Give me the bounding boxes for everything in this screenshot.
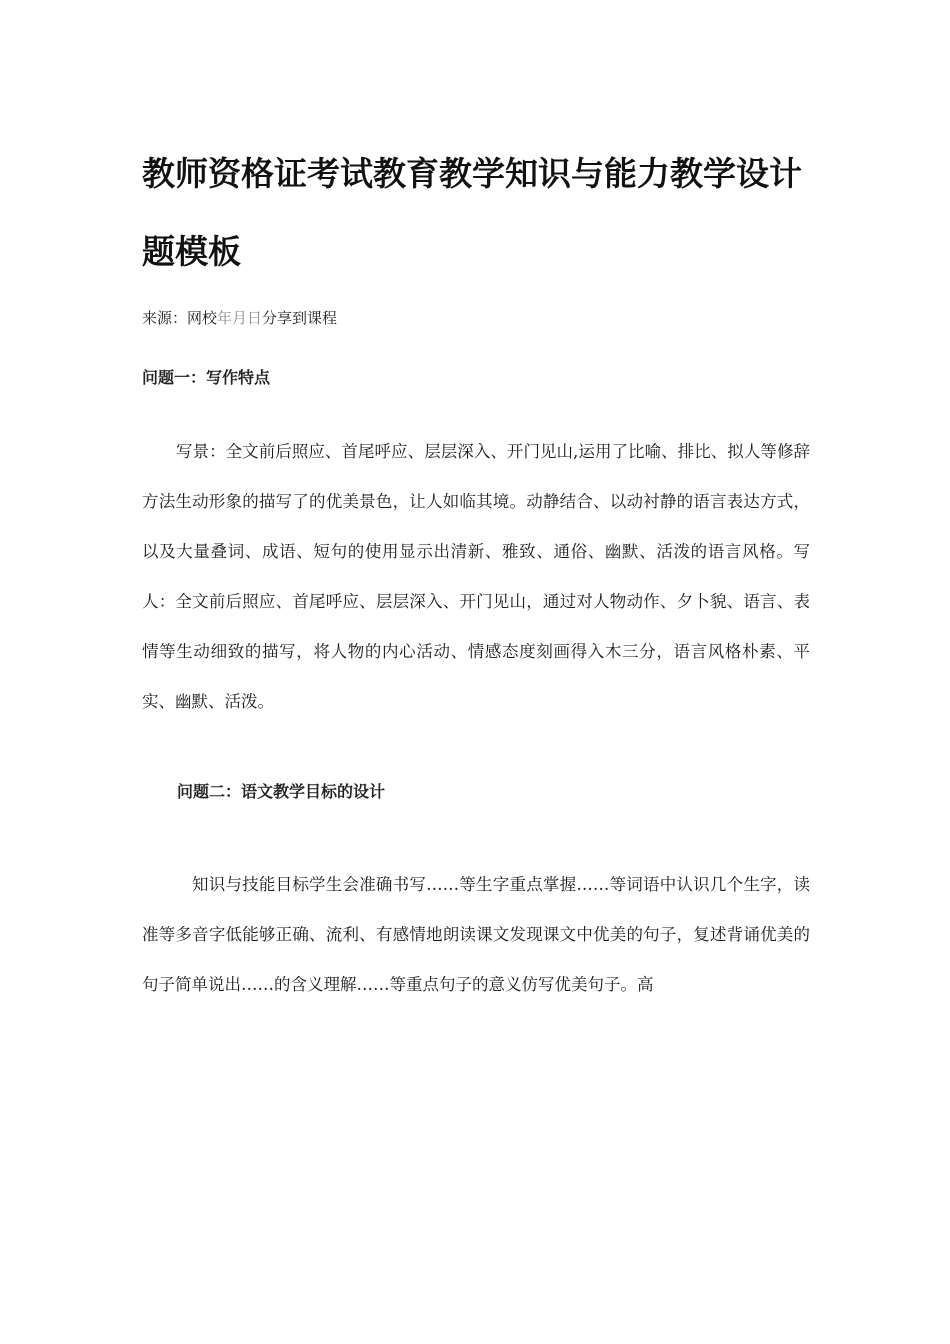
source-prefix: 来源：网校 — [142, 309, 218, 327]
share-to-course-link[interactable]: 分享到课程 — [262, 309, 338, 327]
source-line — [142, 306, 337, 330]
section-heading-teaching-goals: 问题二：语文教学目标的设计 — [177, 782, 386, 801]
document-title: 教师资格证考试教育教学知识与能力教学设计题模板 — [142, 154, 802, 271]
section-body-teaching-goals: 知识与技能目标学生会准确书写……等生字重点掌握……等词语中认识几个生字，读准等多音字低能够正确、流利、有感情地朗读课文发现课文中优美的句子，复述背诵优美的句子简单说出……的含义理解……等重点句子的意义仿写优美句子。高 — [142, 875, 810, 994]
section-body-writing-features: 写景：全文前后照应、首尾呼应、层层深入、开门见山,运用了比喻、排比、拟人等修辞方法生动形象的描写了的优美景色，让人如临其境。动静结合、以动衬静的语言表达方式，以及大量叠词、成语、短句的使用显示出清新、雅致、通俗、幽默、活泼的语言风格。写人：全文前后照应、首尾呼应、层层深入、开门见山，通过对人物动作、夕卜貌、语言、表情等生动细致的描写，将人物的内心活动、情感态度刻画得入木三分，语言风格朴素、平实、幽默、活泼。 — [142, 442, 810, 711]
source-date: 年月日 — [217, 309, 263, 327]
section-heading-writing-features: 问题一：写作特点 — [142, 368, 271, 387]
